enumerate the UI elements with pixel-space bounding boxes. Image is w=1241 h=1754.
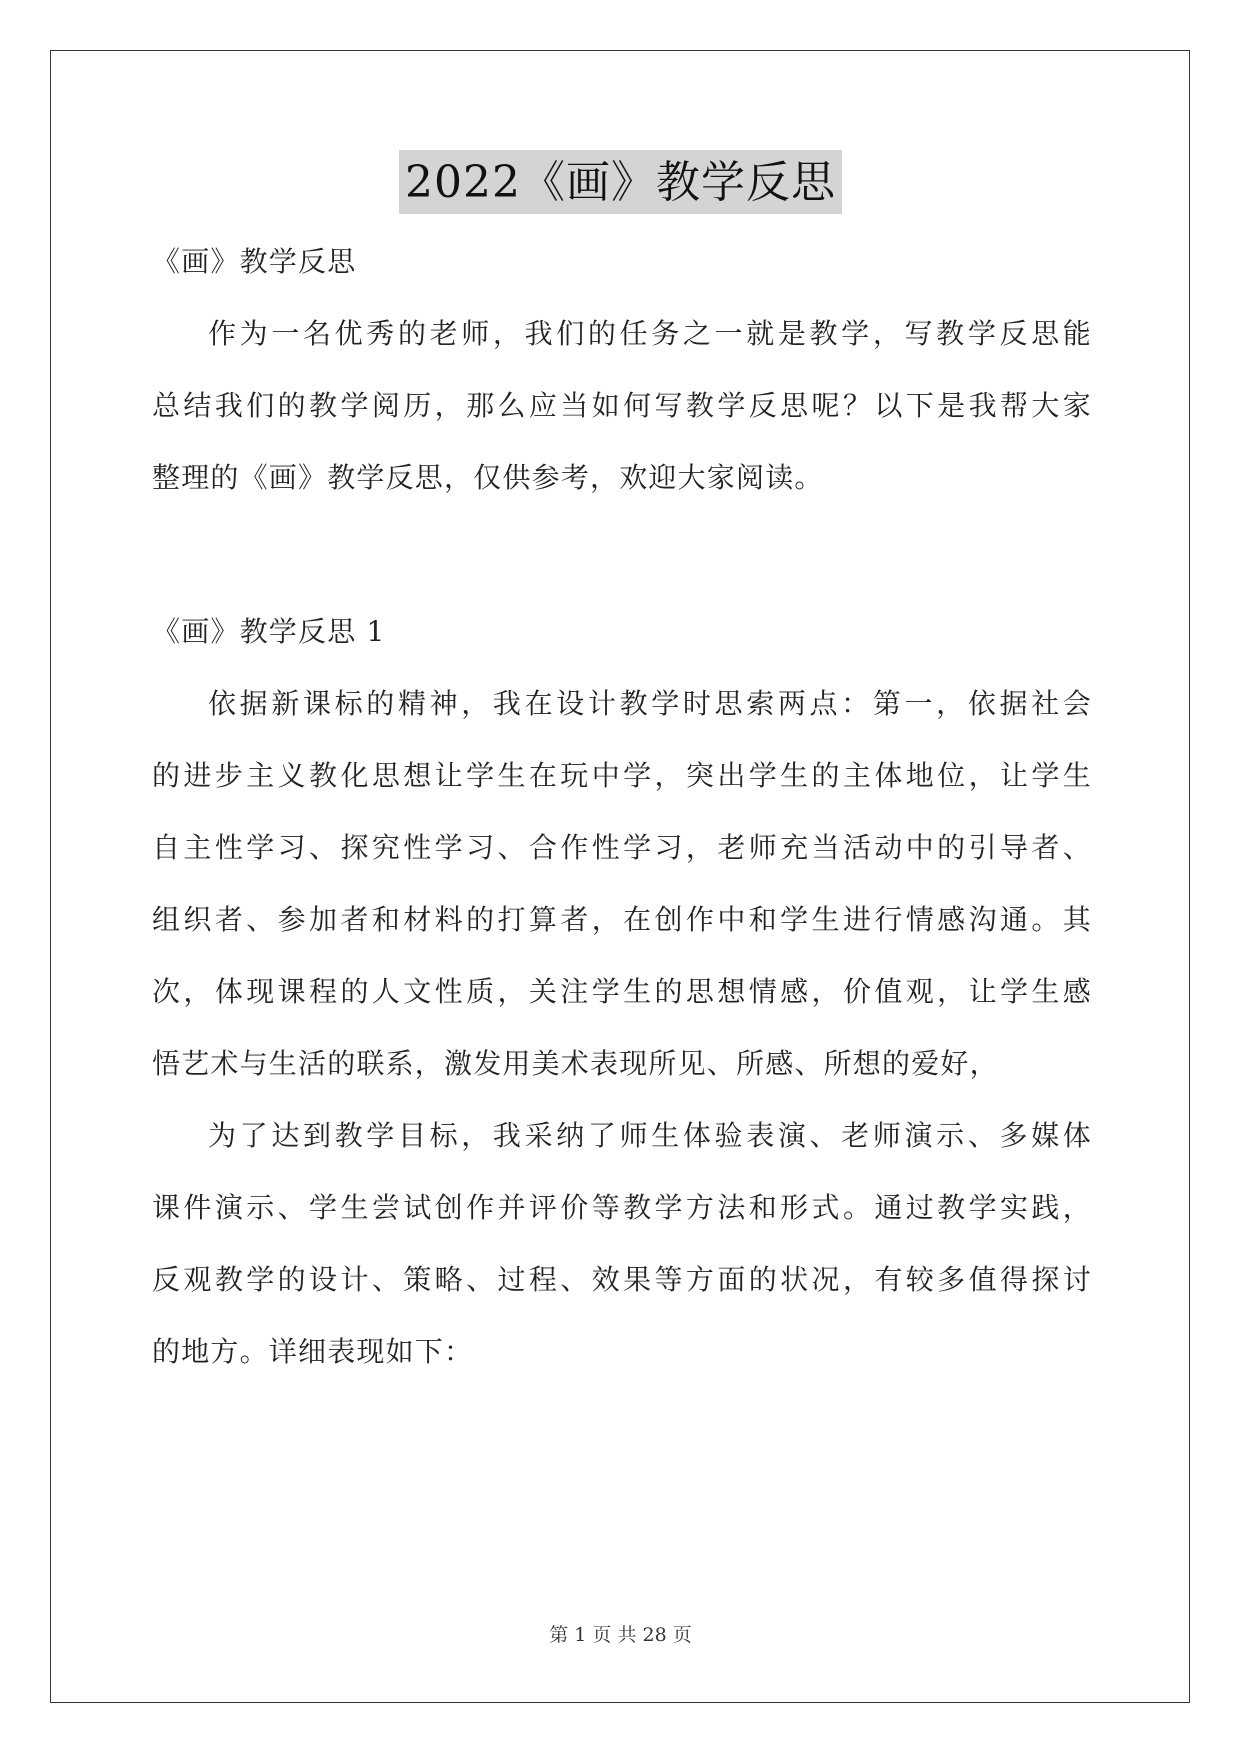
page-footer: 第 1 页 共 28 页: [549, 1624, 692, 1646]
paragraph-line: 的进步主义教化思想让学生在玩中学，突出学生的主体地位，让学生: [152, 759, 1092, 792]
paragraph-line: 悟艺术与生活的联系，激发用美术表现所见、所感、所想的爱好，: [152, 1047, 999, 1080]
paragraph-line: 的地方。详细表现如下：: [152, 1335, 474, 1368]
intro-line: 总结我们的教学阅历，那么应当如何写教学反思呢？以下是我帮大家: [152, 389, 1092, 422]
intro-line: 整理的《画》教学反思，仅供参考，欢迎大家阅读。: [152, 461, 824, 494]
paragraph-line: 依据新课标的精神，我在设计教学时思索两点：第一，依据社会: [208, 687, 1092, 720]
paragraph-line: 课件演示、学生尝试创作并评价等教学方法和形式。通过教学实践，: [152, 1191, 1092, 1224]
paragraph-line: 为了达到教学目标，我采纳了师生体验表演、老师演示、多媒体: [208, 1119, 1092, 1152]
paragraph-line: 自主性学习、探究性学习、合作性学习，老师充当活动中的引导者、: [152, 831, 1092, 864]
paragraph-line: 组织者、参加者和材料的打算者，在创作中和学生进行情感沟通。其: [152, 903, 1092, 936]
paragraph-line: 反观教学的设计、策略、过程、效果等方面的状况，有较多值得探讨: [152, 1263, 1092, 1296]
page-border: [50, 50, 1190, 1703]
paragraph-line: 次，体现课程的人文性质，关注学生的思想情感，价值观，让学生感: [152, 975, 1092, 1008]
section-heading: 《画》教学反思 1: [152, 615, 386, 648]
document-subtitle: 《画》教学反思: [152, 245, 357, 278]
document-title: 2022《画》教学反思: [399, 150, 842, 214]
intro-line: 作为一名优秀的老师，我们的任务之一就是教学，写教学反思能: [208, 317, 1092, 350]
title-container: [0, 150, 1241, 214]
